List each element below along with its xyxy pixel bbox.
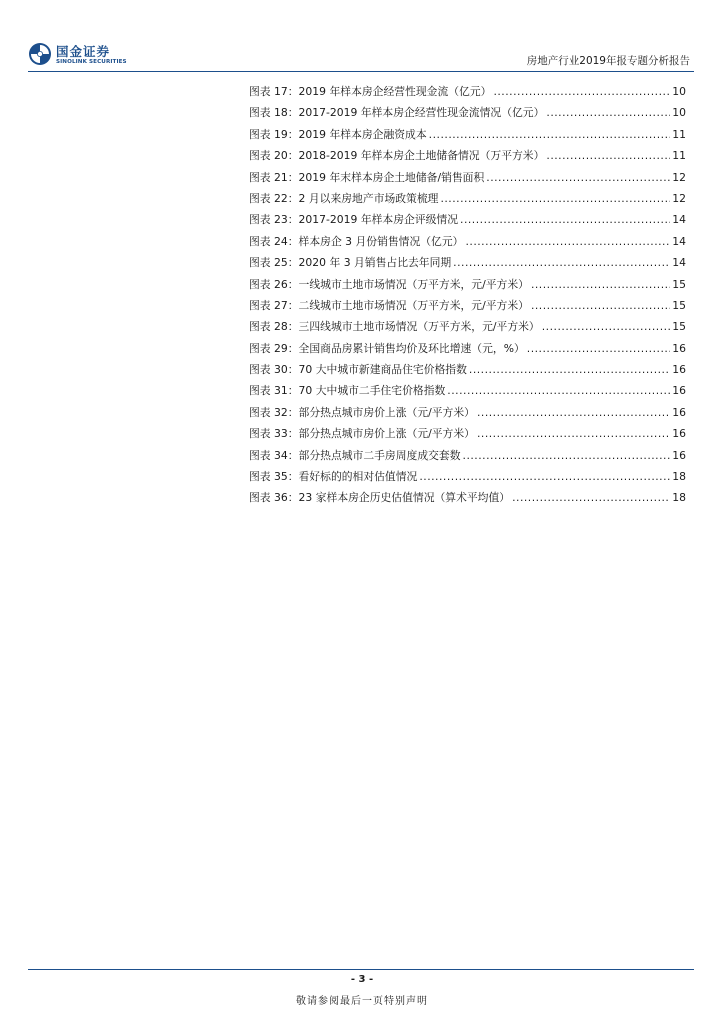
toc-item-label: 图表 30：70 大中城市新建商品住宅价格指数 <box>249 363 467 377</box>
toc-item-page: 14 <box>672 256 686 270</box>
toc-item[interactable] <box>249 127 686 148</box>
toc-item-page: 10 <box>672 106 686 120</box>
toc-item-label: 图表 24：样本房企 3 月份销售情况（亿元） <box>249 234 464 248</box>
toc-dot-leader <box>546 149 670 162</box>
toc-item-page: 16 <box>672 427 686 441</box>
report-title: 房地产行业2019年报专题分析报告 <box>526 55 690 67</box>
toc-item-page: 12 <box>672 170 686 184</box>
toc-item-page: 18 <box>672 470 686 484</box>
toc-dot-leader <box>531 278 670 291</box>
toc-item[interactable] <box>249 84 686 105</box>
table-of-figures <box>249 84 686 512</box>
toc-item[interactable] <box>249 234 686 255</box>
toc-item-label: 图表 35：看好标的的相对估值情况 <box>249 470 418 484</box>
toc-item[interactable] <box>249 362 686 383</box>
toc-item-page: 14 <box>672 213 686 227</box>
toc-item-label: 图表 29：全国商品房累计销售均价及环比增速（元，%） <box>249 341 525 355</box>
toc-item-page: 15 <box>672 298 686 312</box>
toc-item-page: 16 <box>672 384 686 398</box>
logo-chinese-name: 国金证券 <box>56 44 111 59</box>
toc-item[interactable] <box>249 212 686 233</box>
toc-dot-leader <box>465 235 670 248</box>
toc-item[interactable] <box>249 105 686 126</box>
toc-item-label: 图表 22：2 月以来房地产市场政策梳理 <box>249 191 439 205</box>
toc-item-page: 15 <box>672 320 686 334</box>
toc-item[interactable] <box>249 170 686 191</box>
toc-item-page: 16 <box>672 448 686 462</box>
toc-item[interactable] <box>249 277 686 298</box>
toc-item-page: 15 <box>672 277 686 291</box>
toc-item-label: 图表 19：2019 年样本房企融资成本 <box>249 127 427 141</box>
toc-item[interactable] <box>249 255 686 276</box>
toc-item-label: 图表 33：部分热点城市房价上涨（元/平方米） <box>249 427 475 441</box>
header-divider <box>28 71 694 72</box>
logo-english-name: SINOLINK SECURITIES <box>56 59 127 65</box>
toc-item-label: 图表 25：2020 年 3 月销售占比去年同期 <box>249 256 452 270</box>
toc-dot-leader <box>463 449 671 462</box>
toc-item[interactable] <box>249 448 686 469</box>
toc-item-label: 图表 31：70 大中城市二手住宅价格指数 <box>249 384 446 398</box>
toc-dot-leader <box>447 384 670 397</box>
toc-dot-leader <box>469 363 670 376</box>
toc-item[interactable] <box>249 341 686 362</box>
toc-dot-leader <box>429 128 671 141</box>
toc-item-page: 16 <box>672 341 686 355</box>
toc-dot-leader <box>477 406 670 419</box>
toc-dot-leader <box>493 85 670 98</box>
toc-item-label: 图表 20：2018-2019 年样本房企土地储备情况（万平方米） <box>249 149 545 163</box>
toc-item[interactable] <box>249 298 686 319</box>
toc-item-page: 12 <box>672 191 686 205</box>
toc-item-label: 图表 18：2017-2019 年样本房企经营性现金流情况（亿元） <box>249 106 545 120</box>
toc-item-label: 图表 17：2019 年样本房企经营性现金流（亿元） <box>249 85 492 98</box>
toc-item[interactable] <box>249 469 686 490</box>
toc-dot-leader <box>546 106 670 119</box>
toc-item[interactable] <box>249 490 686 511</box>
toc-item-label: 图表 32：部分热点城市房价上涨（元/平方米） <box>249 405 475 419</box>
toc-dot-leader <box>512 491 670 504</box>
page-header <box>28 38 694 72</box>
toc-item-label: 图表 34：部分热点城市二手房周度成交套数 <box>249 448 461 462</box>
toc-item-label: 图表 28：三四线城市土地市场情况（万平方米，元/平方米） <box>249 320 540 334</box>
toc-item-page: 10 <box>672 85 686 98</box>
toc-dot-leader <box>453 256 670 269</box>
toc-dot-leader <box>486 171 670 184</box>
toc-item-page: 11 <box>672 149 686 163</box>
footer-divider <box>28 969 694 970</box>
toc-item-page: 16 <box>672 363 686 377</box>
toc-dot-leader <box>419 470 670 483</box>
toc-item-page: 14 <box>672 234 686 248</box>
page-number: - 3 - <box>350 974 374 985</box>
toc-item[interactable] <box>249 426 686 447</box>
toc-item-page: 18 <box>672 491 686 505</box>
toc-item-label: 图表 36：23 家样本房企历史估值情况（算术平均值） <box>249 491 511 505</box>
toc-item-page: 11 <box>672 127 686 141</box>
toc-dot-leader <box>440 192 670 205</box>
toc-dot-leader <box>542 320 671 333</box>
toc-item[interactable] <box>249 405 686 426</box>
company-logo <box>28 42 138 70</box>
toc-item-label: 图表 27：二线城市土地市场情况（万平方米，元/平方米） <box>249 298 529 312</box>
disclaimer-note: 敬请参阅最后一页特别声明 <box>296 996 428 1007</box>
toc-dot-leader <box>531 299 670 312</box>
toc-item[interactable] <box>249 191 686 212</box>
toc-item-label: 图表 26：一线城市土地市场情况（万平方米，元/平方米） <box>249 277 529 291</box>
toc-dot-leader <box>477 427 670 440</box>
toc-item-label: 图表 21：2019 年末样本房企土地储备/销售面积 <box>249 170 485 184</box>
toc-item[interactable] <box>249 148 686 169</box>
toc-item[interactable] <box>249 383 686 404</box>
toc-item[interactable] <box>249 319 686 340</box>
toc-dot-leader <box>460 213 670 226</box>
sinolink-logo-icon <box>28 42 52 66</box>
toc-item-label: 图表 23：2017-2019 年样本房企评级情况 <box>249 213 459 227</box>
toc-dot-leader <box>527 342 670 355</box>
toc-item-page: 16 <box>672 405 686 419</box>
